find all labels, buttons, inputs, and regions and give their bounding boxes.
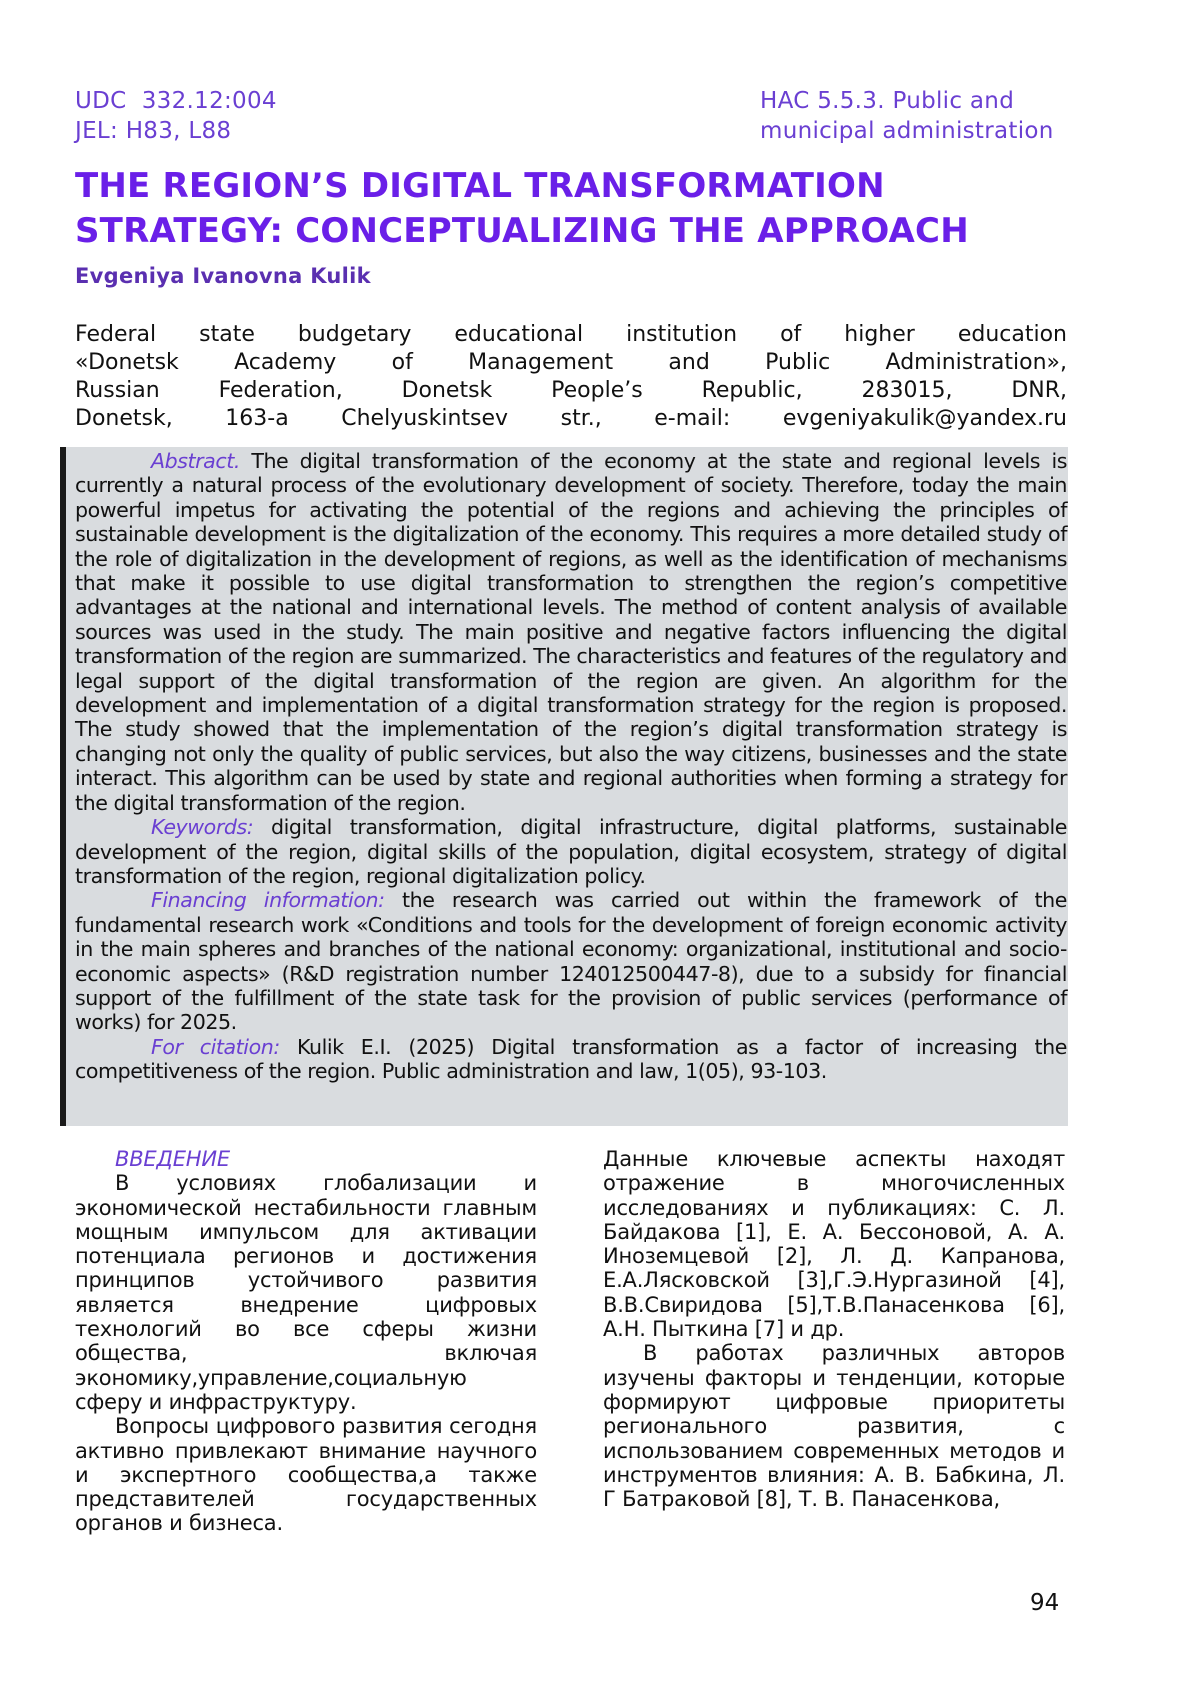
- article-page: [0, 0, 1200, 1697]
- udc-code: UDC 332.12:004: [75, 86, 277, 116]
- body-paragraph: Данные ключевые аспекты находят отражение в многочисленных исследованиях и публикациях: С. Л. Байдакова [1], Е. А. Бессоновой, А. А. Иноземцевой [2], Л. Д. Капранова, Е.А.Лясковской [3],Г.Э.Нургазиной [4], В.В.Свиридова [5],Т.В.Панасенкова [6], А.Н. Пыткина [7] и др.: [603, 1147, 1065, 1341]
- keywords-label: Keywords:: [151, 815, 253, 839]
- body-paragraph: В работах различных авторов изучены факторы и тенденции, которые формируют цифровые приоритеты регионального развития, с использованием современных методов и инструментов влияния: А. В. Бабкина, Л. Г Батраковой [8], Т. В. Панасенкова,: [603, 1341, 1065, 1511]
- financing-text: the research was carried out within the framework of the fundamental research work «Conditions and tools for the development of foreign economic activity in the main spheres and branches of the national economy: organizational, institutional and socio-economic aspects» (R&D registration number 124012500447-8), due to a subsidy for financial support of the fulfillment of the state task for the provision of public services (performance of works) for 2025.: [75, 888, 1067, 1034]
- abstract-section: [75, 449, 1067, 1084]
- hac-specialty: [760, 86, 1054, 146]
- abstract-paragraph: [75, 449, 1067, 815]
- title-line-1: THE REGION’S DIGITAL TRANSFORMATION: [75, 164, 1075, 209]
- keywords-paragraph: [75, 815, 1067, 888]
- body-column-right: [603, 1147, 1065, 1511]
- page-number: 94: [1030, 1590, 1059, 1616]
- financing-paragraph: [75, 888, 1067, 1034]
- body-paragraph: Вопросы цифрового развития сегодня активно привлекают внимание научного и экспертного сообщества,а также представителей государственных органов и бизнеса.: [75, 1414, 537, 1535]
- citation-label: For citation:: [151, 1035, 280, 1059]
- affiliation-line: Russian Federation, Donetsk People’s Republic, 283015, DNR,: [75, 377, 1067, 405]
- hac-line-1: HAC 5.5.3. Public and: [760, 86, 1054, 116]
- jel-code: JEL: H83, L88: [75, 116, 277, 146]
- author-affiliation: [75, 321, 1067, 433]
- title-line-2: STRATEGY: CONCEPTUALIZING THE APPROACH: [75, 209, 1075, 254]
- classification-codes: [75, 86, 277, 146]
- introduction-heading: ВВЕДЕНИЕ: [115, 1147, 537, 1171]
- abstract-label: Abstract.: [151, 449, 240, 473]
- affiliation-line: «Donetsk Academy of Management and Public Administration»,: [75, 349, 1067, 377]
- abstract-text: The digital transformation of the economy at the state and regional levels is currently a natural process of the evolutionary development of society. Therefore, today the main powerful impetus for activating the potential of the regions and achieving the principles of sustainable development is the digitalization of the economy. This requires a more detailed study of the role of digitalization in the development of regions, as well as the identification of mechanisms that make it possible to use digital transformation to strengthen the region’s competitive advantages at the national and international levels. The method of content analysis of available sources was used in the study. The main positive and negative factors influencing the digital transformation of the region are summarized. The characteristics and features of the regulatory and legal support of the digital transformation of the region are given. An algorithm for the development and implementation of a digital transformation strategy for the region is proposed. The study showed that the implementation of the region’s digital transformation strategy is changing not only the quality of public services, but also the way citizens, businesses and the state interact. This algorithm can be used by state and regional authorities when forming a strategy for the digital transformation of the region.: [75, 449, 1067, 815]
- hac-line-2: municipal administration: [760, 116, 1054, 146]
- affiliation-line: Donetsk, 163-a Chelyuskintsev str., e-mail: evgeniyakulik@yandex.ru: [75, 405, 1067, 433]
- keywords-text: digital transformation, digital infrastructure, digital platforms, sustainable development of the region, digital skills of the population, digital ecosystem, strategy of digital transformation of the region, regional digitalization policy.: [75, 815, 1067, 888]
- body-column-left: [75, 1147, 537, 1536]
- affiliation-line: Federal state budgetary educational institution of higher education: [75, 321, 1067, 349]
- author-name: Evgeniya Ivanovna Kulik: [75, 264, 371, 288]
- article-title: [75, 164, 1075, 254]
- citation-paragraph: [75, 1035, 1067, 1084]
- body-paragraph: В условиях глобализации и экономической нестабильности главным мощным импульсом для активации потенциала регионов и достижения принципов устойчивого развития является внедрение цифровых технологий во все сферы жизни общества, включая экономику,управление,социальную сферу и инфраструктуру.: [75, 1171, 537, 1414]
- financing-label: Financing information:: [151, 888, 385, 912]
- citation-text: Kulik E.I. (2025) Digital transformation as a factor of increasing the competitiveness of the region. Public administration and law, 1(05), 93-103.: [75, 1035, 1067, 1083]
